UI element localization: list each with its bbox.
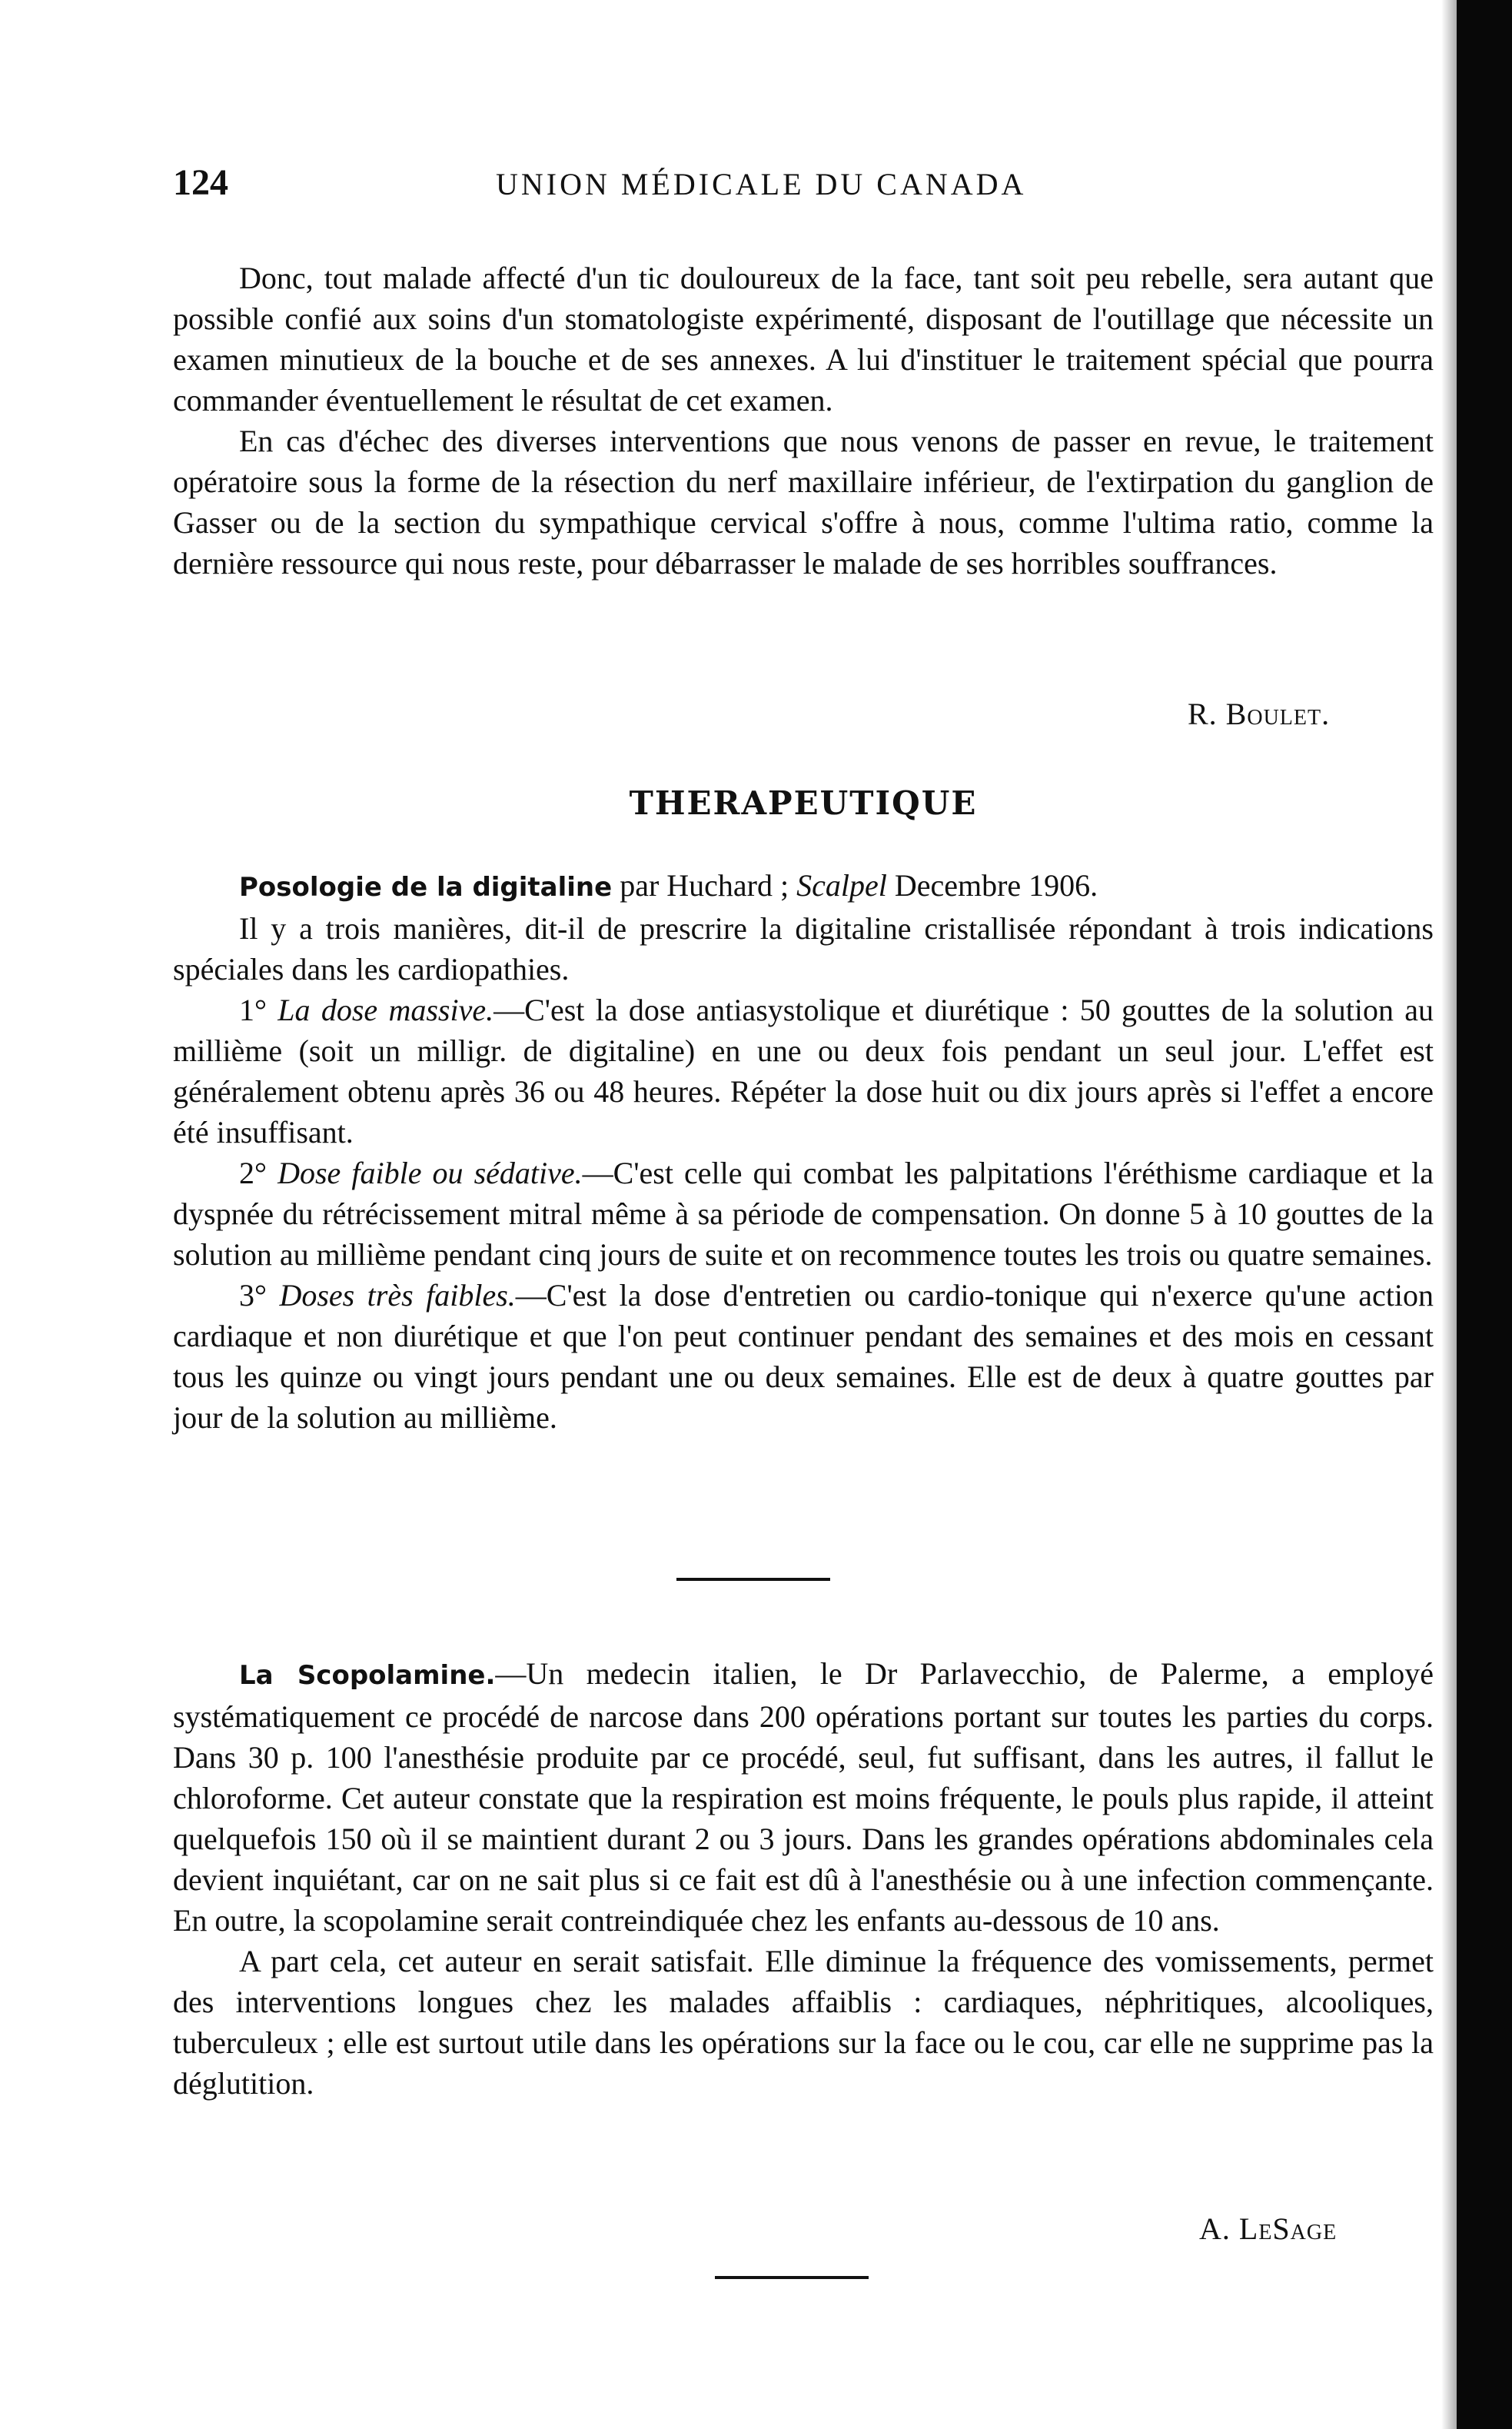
paragraph: En cas d'échec des diverses interventions que nous venons de passer en revue, le traitement opératoire sous la forme de la résection du nerf maxillaire inférieur, de l'extirpation du ganglion de Gasser ou de la section du sympathique cervical s'offre à nous, comme l'ultima ratio, comme la dernière ressource qui nous reste, pour débarrasser le malade de ses horribles souffrances. — [173, 424, 1434, 581]
journal-title: UNION MÉDICALE DU CANADA — [496, 167, 1027, 201]
item-text: —C'est celle qui combat les palpitations l'éréthisme cardiaque et la dyspnée du rétrécissement mitral même à sa période de compensation. On donne 5 à 10 gouttes de la solution au millième pendant cinq jours de suite et on recommence toutes les trois ou quatre semaines. — [173, 1156, 1434, 1272]
item-text: —C'est la dose antiasystolique et diurétique : 50 gouttes de la solution au millième (soit un milligr. de digitaline) en une ou deux fois pendant un seul jour. L'effet est généralement obtenu après 36 ou 48 heures. Répéter la dose huit ou dix jours après si l'effet a encore été insuffisant. — [173, 993, 1434, 1150]
article-tic-douloureux — [173, 258, 1434, 584]
paragraph: Donc, tout malade affecté d'un tic douloureux de la face, tant soit peu rebelle, sera autant que possible confié aux soins d'un stomatologiste expérimenté, disposant de l'outillage que nécessite un examen minutieux de la bouche et de ses annexes. A lui d'instituer le traitement spécial que pourra commander éventuellement le résultat de cet examen. — [173, 261, 1434, 418]
list-item — [173, 1153, 1434, 1275]
paragraph: A part cela, cet auteur en serait satisfait. Elle diminue la fréquence des vomissements, permet des interventions longues chez les malades affaiblis : cardiaques, néphritiques, alcooliques, tuberculeux ; elle est surtout utile dans les opérations sur la face ou le cou, car elle ne supprime pas la déglutition. — [173, 1944, 1434, 2101]
item-number: 2° — [239, 1156, 278, 1190]
run-in-title: Posologie de la digitaline — [239, 872, 613, 903]
item-title: La dose massive. — [277, 993, 494, 1027]
page-number: 124 — [173, 162, 228, 203]
item-text: —C'est la dose d'entretien ou cardio-tonique qui n'exerce qu'une action cardiaque et non diurétique et que l'on peut continuer pendant des semaines et des mois en cessant tous les quinze ou vingt jours pendant une ou deux semaines. Elle est de deux à quatre gouttes par jour de la solution au millième. — [173, 1278, 1434, 1435]
binding-edge — [1457, 0, 1512, 2429]
run-in-title: La Scopolamine. — [239, 1660, 496, 1691]
page-edge-shadow — [1441, 0, 1458, 2429]
list-item — [173, 990, 1434, 1153]
running-head — [173, 161, 1434, 215]
section-heading: THERAPEUTIQUE — [629, 784, 978, 822]
separator-rule — [676, 1578, 830, 1581]
item-title: Dose faible ou sédative. — [277, 1156, 583, 1190]
signature-boulet: R. Boulet. — [1188, 697, 1331, 731]
item-title: Doses très faibles. — [279, 1278, 516, 1313]
article-intro — [173, 865, 1434, 908]
source-journal: Scalpel — [796, 868, 887, 903]
paragraph-text: —Un medecin italien, le Dr Parlavecchio, de Palerme, a employé systématiquement ce procédé de narcose dans 200 opérations portant sur toutes les parties du corps. Dans 30 p. 100 l'anesthésie produite par ce procédé, seul, fut suffisant, dans les autres, il fallut le chloroforme. Cet auteur constate que la respiration est moins fréquente, le pouls plus rapide, il atteint quelquefois 150 où il se maintient durant 2 ou 3 jours. Dans les grandes opérations abdominales cela devient inquiétant, car on ne sait plus si ce fait est dû à l'anesthésie ou à une infection commençante. En outre, la scopolamine serait contreindiquée chez les enfants au-dessous de 10 ans. — [173, 1656, 1434, 1938]
source-date: Decembre 1906. — [886, 868, 1098, 903]
item-number: 3° — [239, 1278, 280, 1313]
item-number: 1° — [239, 993, 278, 1027]
article-digitaline — [173, 865, 1434, 1438]
paragraph — [173, 1653, 1434, 1941]
list-item — [173, 1275, 1434, 1438]
signature-lesage: A. LeSage — [1199, 2211, 1338, 2246]
article-scopolamine — [173, 1653, 1434, 2104]
separator-rule — [715, 2276, 869, 2279]
paragraph: Il y a trois manières, dit-il de prescrire la digitaline cristallisée répondant à trois indications spéciales dans les cardiopathies. — [173, 911, 1434, 987]
author: par Huchard ; — [612, 868, 797, 903]
